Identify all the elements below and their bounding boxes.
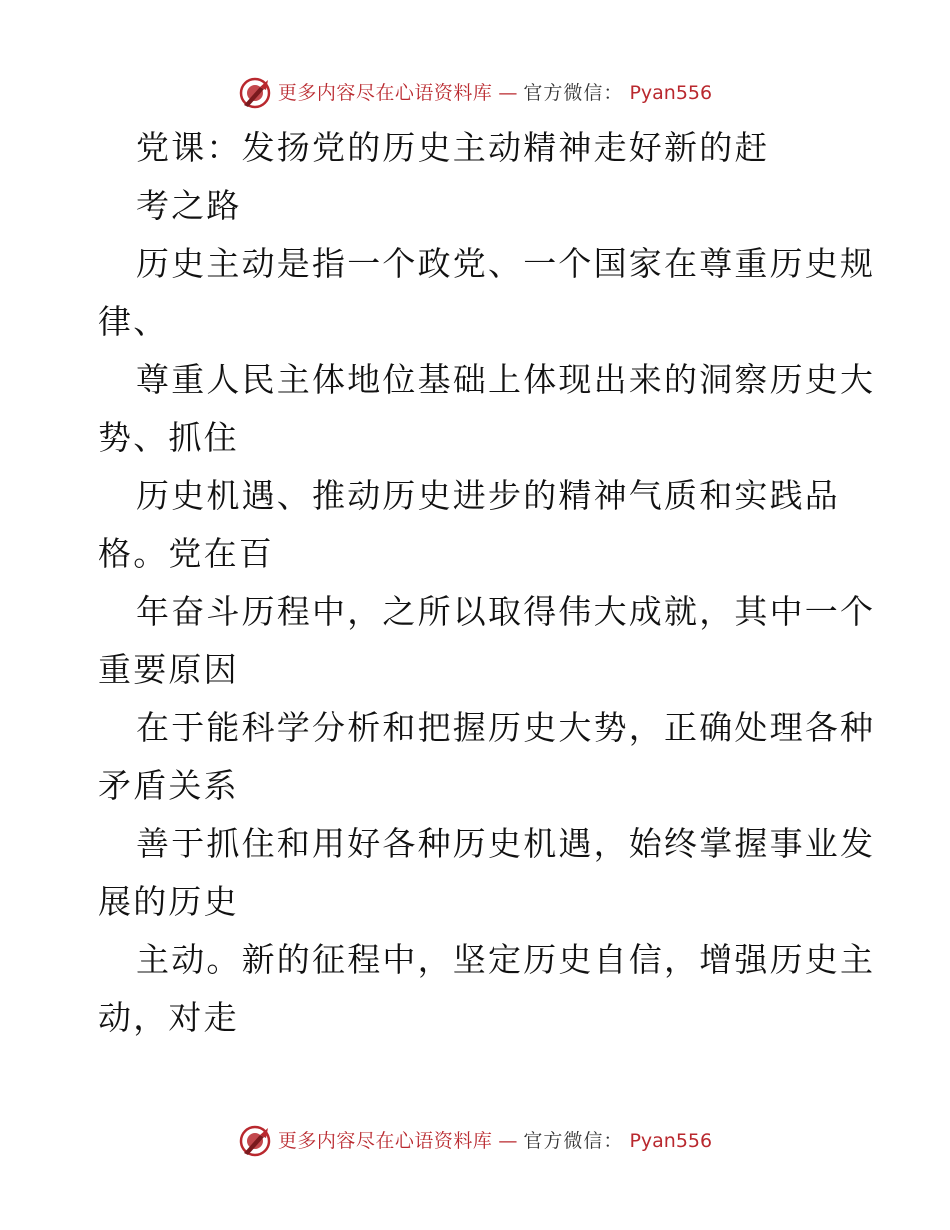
paragraph-line: 律、 — [98, 302, 169, 341]
paragraph-line: 历史机遇、推动历史进步的精神气质和实践品 — [136, 476, 840, 515]
footer-wechat-label: 官方微信： — [523, 1130, 624, 1152]
paragraph-line: 在于能科学分析和把握历史大势，正确处理各种 — [136, 708, 876, 747]
paragraph-line: 矛盾关系 — [98, 766, 239, 805]
document-title-line-1: 党课：发扬党的历史主动精神走好新的赶 — [136, 128, 770, 167]
quill-seal-logo-icon — [238, 1124, 272, 1158]
paragraph-line: 格。党在百 — [98, 534, 274, 573]
footer-wechat-id: Pyan556 — [629, 1130, 713, 1152]
footer-banner — [0, 1124, 950, 1158]
header-brand-text: 更多内容尽在心语资料库 — [277, 82, 493, 104]
header-wechat-id: Pyan556 — [629, 82, 713, 104]
quill-seal-logo-icon — [238, 76, 272, 110]
paragraph-line: 展的历史 — [98, 882, 239, 921]
paragraph-line: 重要原因 — [98, 650, 239, 689]
paragraph-line: 主动。新的征程中，坚定历史自信，增强历史主 — [136, 940, 876, 979]
document-title-line-2: 考之路 — [136, 186, 242, 225]
header-separator: — — [498, 82, 518, 104]
header-banner — [0, 76, 950, 110]
paragraph-line: 动，对走 — [98, 998, 239, 1037]
paragraph-line: 年奋斗历程中，之所以取得伟大成就，其中一个 — [136, 592, 876, 631]
paragraph-line: 历史主动是指一个政党、一个国家在尊重历史规 — [136, 244, 876, 283]
paragraph-line: 尊重人民主体地位基础上体现出来的洞察历史大 — [136, 360, 876, 399]
header-wechat-label: 官方微信： — [523, 82, 624, 104]
footer-brand-text: 更多内容尽在心语资料库 — [277, 1130, 493, 1152]
paragraph-line: 势、抓住 — [98, 418, 239, 457]
paragraph-line: 善于抓住和用好各种历史机遇，始终掌握事业发 — [136, 824, 876, 863]
footer-separator: — — [498, 1130, 518, 1152]
